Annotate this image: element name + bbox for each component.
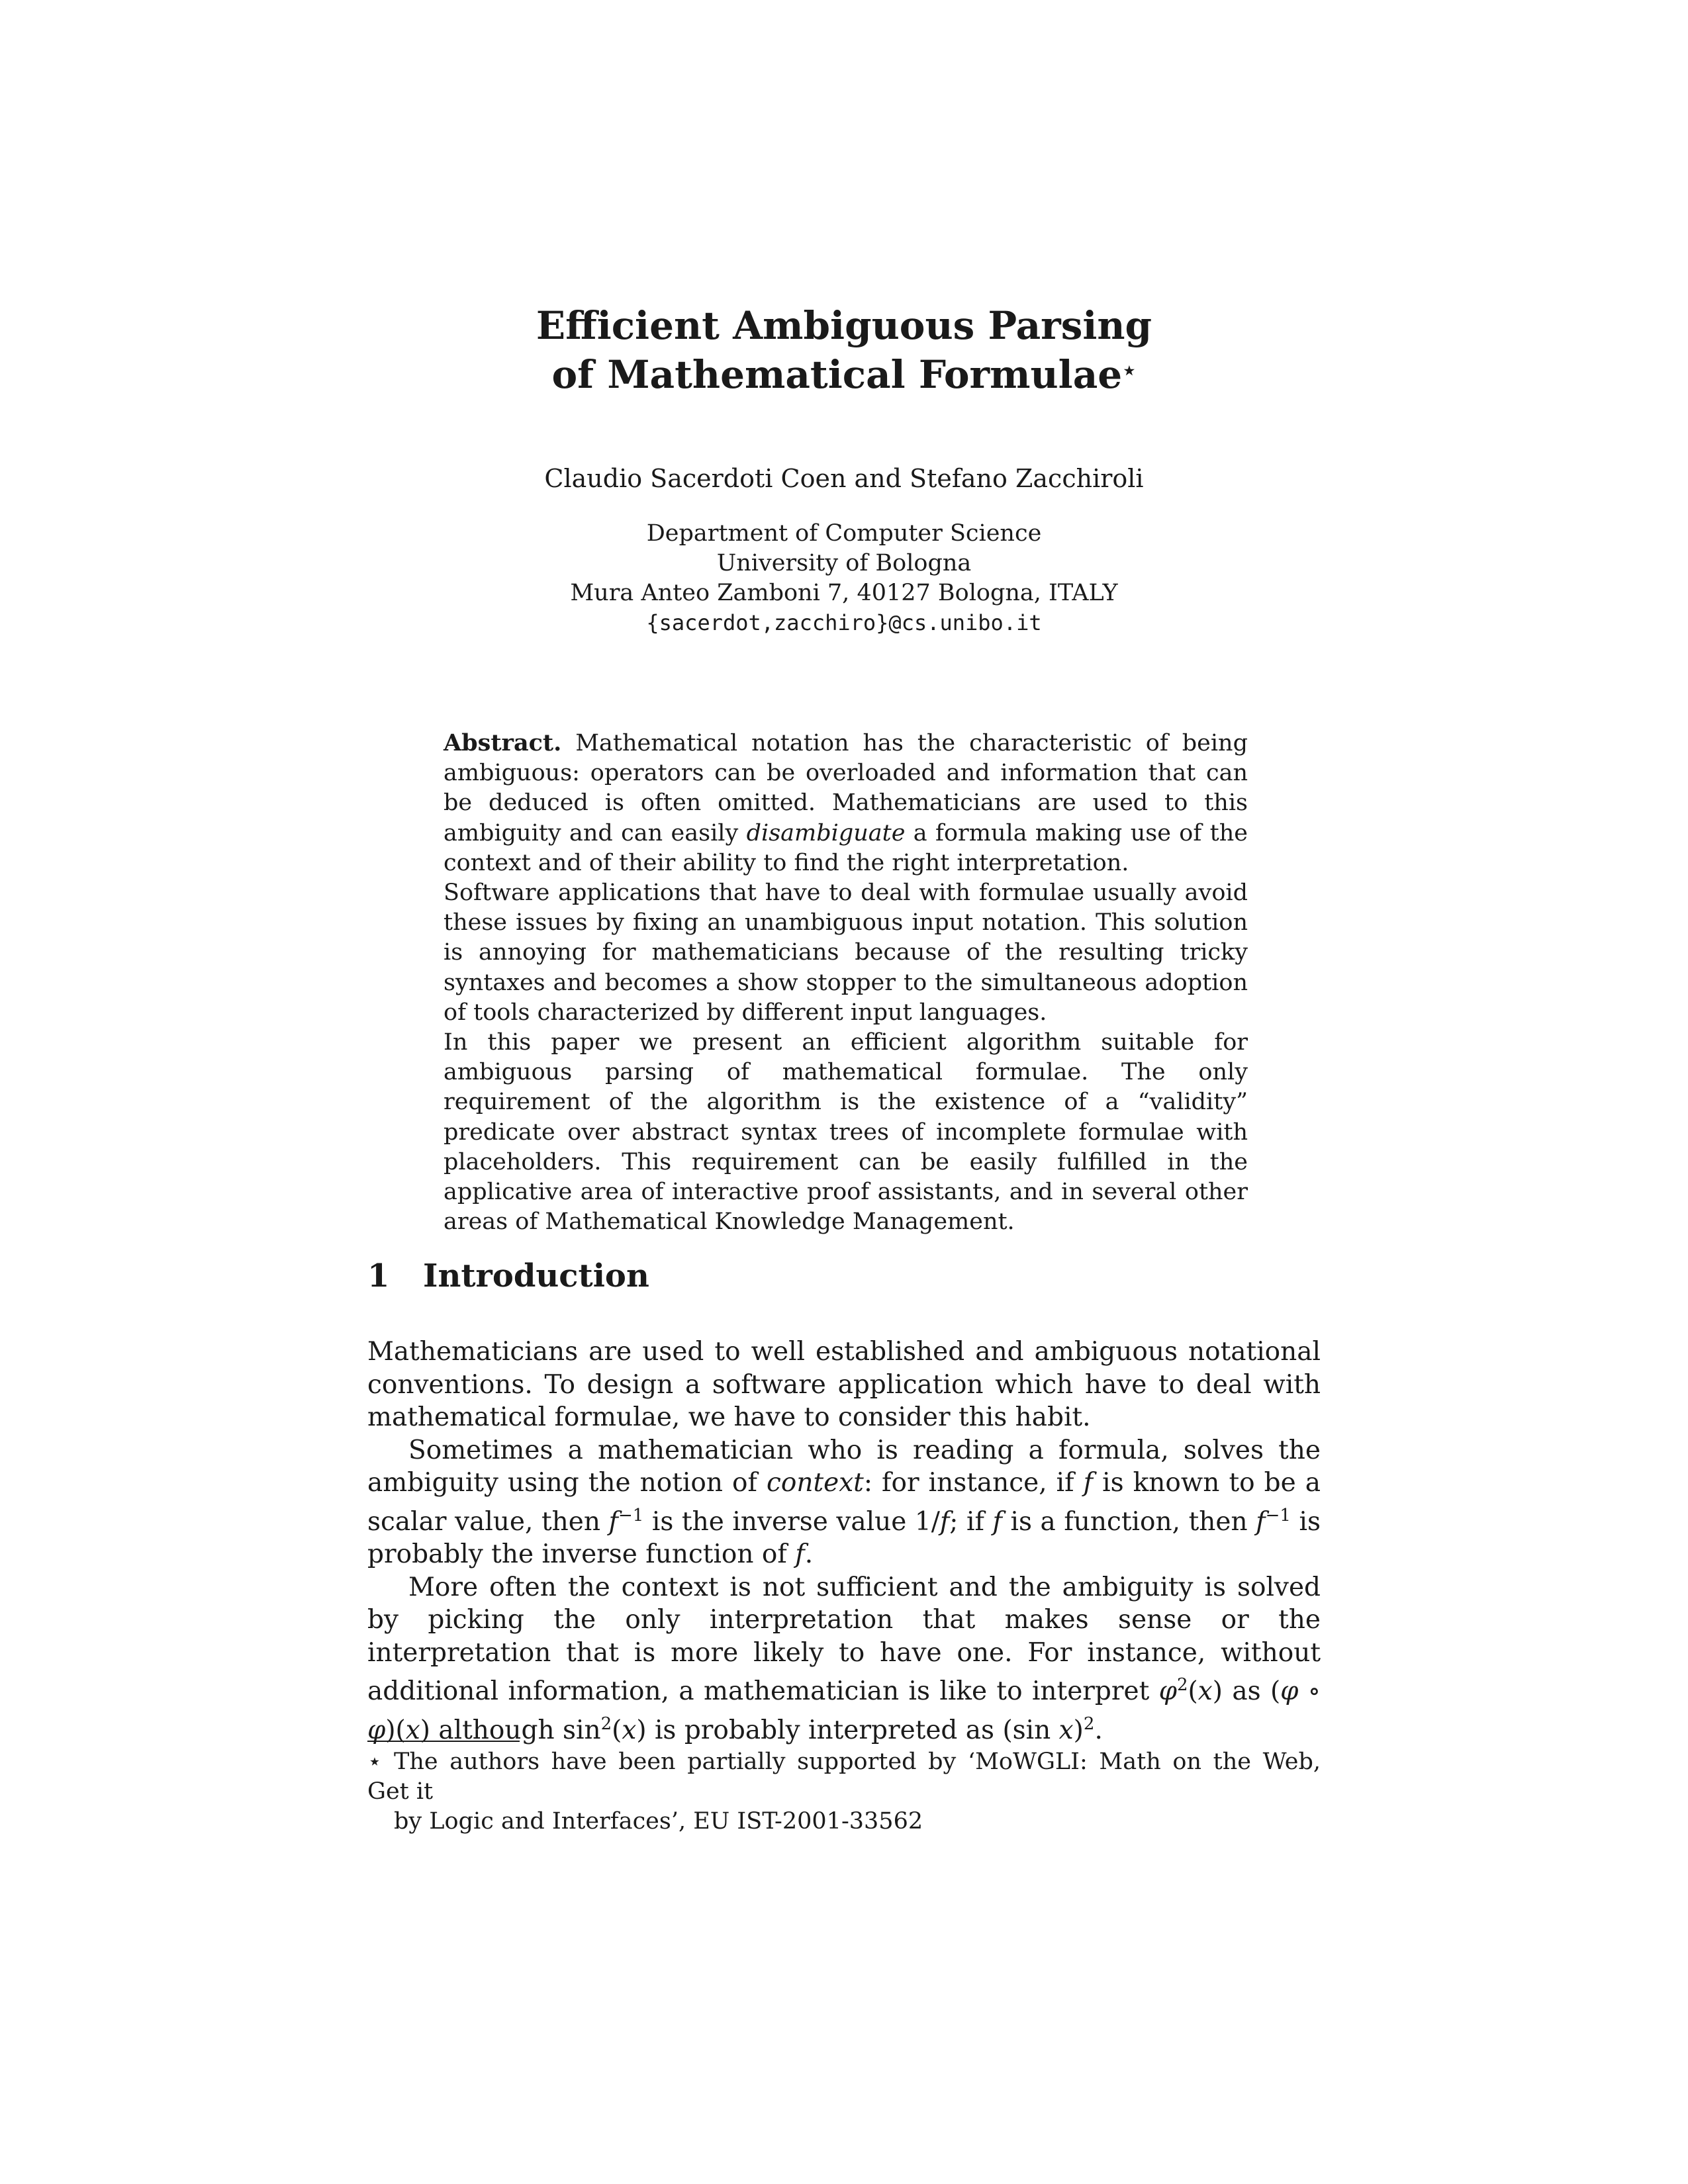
introduction-body	[367, 1336, 1321, 1747]
footnote-line-2: by Logic and Interfaces’, EU IST-2001-33562	[394, 1808, 923, 1835]
abstract-label: Abstract.	[444, 729, 562, 756]
abstract-paragraph-3: In this paper we present an efficient algorithm suitable for ambiguous parsing of mathematical formulae. The only requirement of the algorithm is the existence of a “validity” predicate over abstract syntax trees of incomplete formulae with placeholders. This requirement can be easily fulfilled in the applicative area of interactive proof assistants, and in several other areas of Mathematical Knowledge Management.	[444, 1029, 1248, 1236]
title-line-2: of Mathematical Formulae⋆	[551, 352, 1137, 397]
title-footnote-mark: ⋆	[1122, 357, 1137, 384]
paper-title	[371, 301, 1317, 399]
title-line-1: Efficient Ambiguous Parsing	[536, 303, 1152, 348]
footnote-rule	[367, 1741, 520, 1742]
abstract-paragraph-1: Abstract. Mathematical notation has the characteristic of being ambiguous: operators can be overloaded and information that can be deduced is often omitted. Mathematicians are used to this ambiguity and can easily disambiguate a formula making use of the context and of their ability to find the right interpretation.	[444, 729, 1248, 876]
intro-paragraph-2: Sometimes a mathematician who is reading a formula, solves the ambiguity using the notion of context: for instance, if f is known to be a scalar value, then $f^{-1}$ is the inverse value 1/f; if f is a function, then $f^{-1}$ is probably the inverse function of f.	[367, 1435, 1321, 1569]
affiliation-univ: University of Bologna	[716, 550, 972, 576]
footnote	[367, 1747, 1321, 1837]
section-title: Introduction	[423, 1257, 649, 1295]
authors: Claudio Sacerdoti Coen and Stefano Zacchiroli	[544, 464, 1144, 493]
affiliation-address: Mura Anteo Zamboni 7, 40127 Bologna, ITALY	[570, 580, 1118, 606]
affiliation-dept: Department of Computer Science	[646, 520, 1042, 547]
footnote-line-1: ⋆ The authors have been partially supported by ‘MoWGLI: Math on the Web, Get it	[367, 1749, 1321, 1805]
affiliation	[371, 519, 1317, 638]
footnote-mark: ⋆	[367, 1749, 382, 1775]
section-number: 1	[367, 1257, 390, 1295]
author-emails: {sacerdot,zacchiro}@cs.unibo.it	[646, 610, 1042, 635]
intro-paragraph-1: Mathematicians are used to well established and ambiguous notational conventions. To design a software application which have to deal with mathematical formulae, we have to consider this habit.	[367, 1337, 1321, 1432]
abstract-paragraph-2: Software applications that have to deal with formulae usually avoid these issues by fixing an unambiguous input notation. This solution is annoying for mathematicians because of the resulting tricky syntaxes and becomes a show stopper to the simultaneous adoption of tools characterized by different input languages.	[444, 880, 1248, 1026]
abstract	[444, 728, 1248, 1237]
intro-paragraph-3: More often the context is not sufficient and the ambiguity is solved by picking the only interpretation that makes sense or the interpretation that is more likely to have one. For instance, without additional information, a mathematician is like to interpret $\varphi^2(x)$ as (φ ∘ φ)(x) although $\sin^2(x)$ is probably interpreted as (sin x)$^2$.	[367, 1572, 1321, 1745]
section-heading	[367, 1257, 649, 1295]
